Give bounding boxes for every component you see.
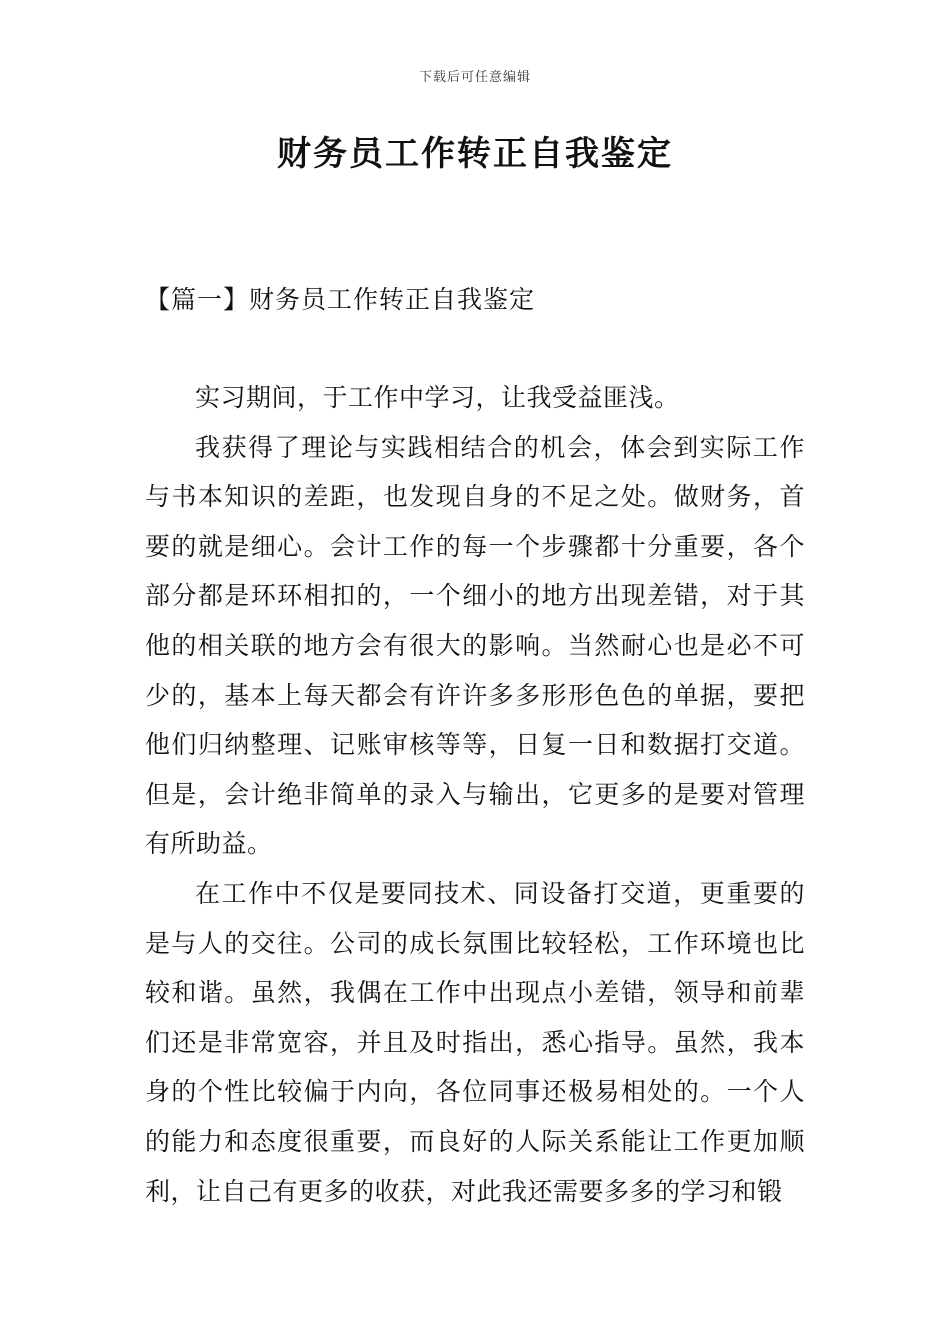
- document-title: 财务员工作转正自我鉴定: [277, 134, 673, 174]
- paragraph-1: 实习期间，于工作中学习，让我受益匪浅。: [195, 383, 680, 412]
- header-note: 下载后可任意编辑: [418, 70, 531, 85]
- body-text: [145, 373, 805, 1216]
- paragraph-2: 我获得了理论与实践相结合的机会，体会到实际工作与书本知识的差距，也发现自身的不足之处。做财务，首要的就是细心。会计工作的每一个步骤都十分重要，各个部分都是环环相扣的，一个细小的地方出现差错，对于其他的相关联的地方会有很大的影响。当然耐心也是必不可少的，基本上每天都会有许许多多形形色色的单据，要把他们归纳整理、记账审核等等，日复一日和数据打交道。但是，会计绝非简单的录入与输出，它更多的是要对管理有所助益。: [145, 432, 805, 859]
- paragraph-3: 在工作中不仅是要同技术、同设备打交道，更重要的是与人的交往。公司的成长氛围比较轻松，工作环境也比较和谐。虽然，我偶在工作中出现点小差错，领导和前辈们还是非常宽容，并且及时指出，悉心指导。虽然，我本身的个性比较偏于内向，各位同事还极易相处的。一个人的能力和态度很重要，而良好的人际关系能让工作更加顺利，让自己有更多的收获，对此我还需要多多的学习和锻: [145, 878, 805, 1206]
- section-heading: 【篇一】财务员工作转正自我鉴定: [145, 285, 536, 314]
